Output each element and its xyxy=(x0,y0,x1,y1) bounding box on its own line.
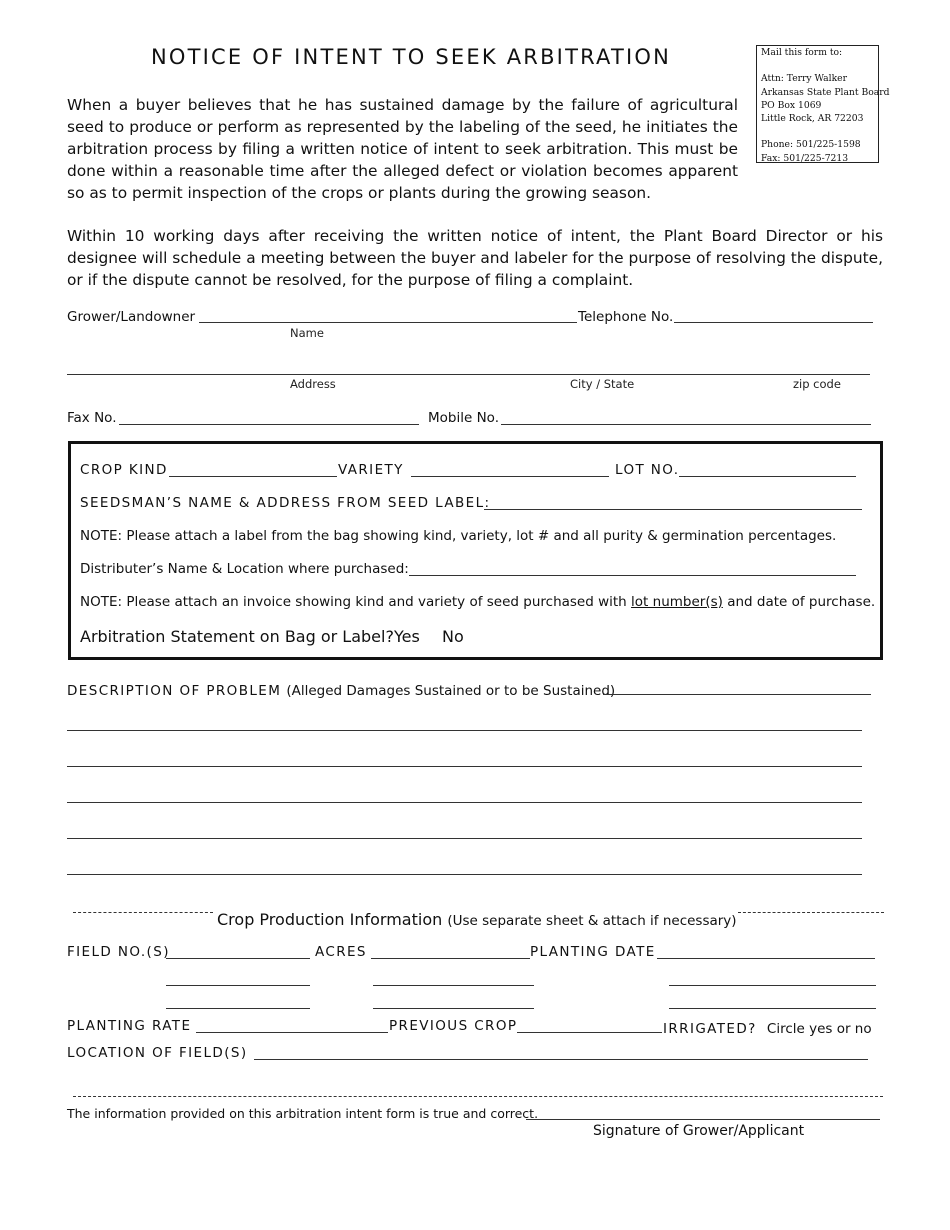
problem-field-line-4[interactable] xyxy=(67,802,862,803)
mail-fax: Fax: 501/225-7213 xyxy=(761,152,849,164)
planting-date-field-2[interactable] xyxy=(669,985,876,986)
grower-label: Grower/Landowner xyxy=(67,309,196,325)
statement-yes-option[interactable]: Yes xyxy=(394,627,420,646)
production-title: Crop Production Information xyxy=(217,910,443,929)
problem-field-line-6[interactable] xyxy=(67,874,862,875)
mobile-label: Mobile No. xyxy=(428,410,499,426)
acres-field-2[interactable] xyxy=(373,985,534,986)
location-label: LOCATION OF FIELD(S) xyxy=(67,1045,248,1061)
acres-field[interactable] xyxy=(371,958,530,959)
planting-date-field[interactable] xyxy=(657,958,875,959)
field-no-field-3[interactable] xyxy=(166,1008,310,1009)
fax-label: Fax No. xyxy=(67,410,117,426)
problem-field-line-1[interactable] xyxy=(603,694,871,695)
mailing-address-box xyxy=(756,45,890,164)
problem-field-line-5[interactable] xyxy=(67,838,862,839)
field-no-label: FIELD NO.(S) xyxy=(67,944,170,960)
crop-kind-label: CROP KIND xyxy=(80,462,168,478)
dashed-separator-left xyxy=(73,912,213,913)
note-attach-label: NOTE: Please attach a label from the bag showing kind, variety, lot # and all purity & germination percentages. xyxy=(80,528,837,544)
fax-field[interactable] xyxy=(119,424,419,425)
address-field[interactable] xyxy=(67,374,870,375)
zip-caption: zip code xyxy=(793,377,841,391)
seedsman-label: SEEDSMAN’S NAME & ADDRESS FROM SEED LABEL: xyxy=(80,495,491,511)
planting-date-label: PLANTING DATE xyxy=(530,944,656,960)
previous-crop-label: PREVIOUS CROP xyxy=(389,1018,518,1034)
grower-name-field[interactable] xyxy=(199,322,577,323)
city-state-caption: City / State xyxy=(570,377,635,391)
arbitration-statement-question: Arbitration Statement on Bag or Label? xyxy=(80,627,394,646)
field-no-field[interactable] xyxy=(166,958,310,959)
problem-field-line-3[interactable] xyxy=(67,766,862,767)
location-field[interactable] xyxy=(254,1059,868,1060)
lot-numbers-underlined: lot number(s) xyxy=(631,594,723,610)
intro-paragraph-1: When a buyer believes that he has sustained damage by the failure of agricultural seed to produce or perform as represented by the labeling of the seed, he initiates the arbitration process by filing a written notice of intent to seek arbitration. This must be done within a reasonable time after the alleged defect or violation becomes apparent so as to permit inspection of the crops or plants during the growing season. xyxy=(67,96,738,202)
production-heading xyxy=(217,910,737,929)
intro-paragraph-2: Within 10 working days after receiving the written notice of intent, the Plant Board Director or his designee will schedule a meeting between the buyer and labeler for the purpose of resolving the dispute, or if the dispute cannot be resolved, for the purpose of filing a complaint. xyxy=(67,227,883,289)
address-caption: Address xyxy=(290,377,336,391)
irrigated-question xyxy=(663,1018,872,1037)
mail-org: Arkansas State Plant Board xyxy=(761,86,890,98)
mail-header: Mail this form to: xyxy=(761,47,843,58)
page-title: NOTICE OF INTENT TO SEEK ARBITRATION xyxy=(151,45,672,69)
previous-crop-field[interactable] xyxy=(517,1032,662,1033)
certification-statement: The information provided on this arbitration intent form is true and correct. xyxy=(67,1106,539,1121)
field-no-field-2[interactable] xyxy=(166,985,310,986)
mail-phone: Phone: 501/225-1598 xyxy=(761,139,861,151)
crop-kind-field[interactable] xyxy=(169,476,337,477)
planting-date-field-3[interactable] xyxy=(669,1008,876,1009)
planting-rate-field[interactable] xyxy=(196,1032,388,1033)
acres-label: ACRES xyxy=(315,944,367,960)
acres-field-3[interactable] xyxy=(373,1008,534,1009)
mail-city: Little Rock, AR 72203 xyxy=(761,113,864,125)
distributer-label: Distributer’s Name & Location where purchased: xyxy=(80,561,409,577)
lot-label: LOT NO. xyxy=(615,462,680,478)
signature-caption: Signature of Grower/Applicant xyxy=(593,1123,805,1139)
telephone-field[interactable] xyxy=(674,322,873,323)
irrigated-label: IRRIGATED? xyxy=(663,1021,757,1037)
seedsman-field[interactable] xyxy=(484,509,862,510)
problem-description-label xyxy=(67,680,615,699)
mobile-field[interactable] xyxy=(501,424,871,425)
variety-label: VARIETY xyxy=(338,462,404,478)
signature-field[interactable] xyxy=(526,1119,880,1120)
note2-text: NOTE: Please attach an invoice showing kind and variety of seed purchased with xyxy=(80,594,632,610)
problem-field-line-2[interactable] xyxy=(67,730,862,731)
dashed-separator-right xyxy=(738,912,884,913)
distributer-field[interactable] xyxy=(409,575,856,576)
problem-sub-label: (Alleged Damages Sustained or to be Sustained) xyxy=(286,683,616,699)
mail-attn: Attn: Terry Walker xyxy=(761,73,847,85)
variety-field[interactable] xyxy=(411,476,609,477)
dashed-separator-bottom xyxy=(73,1096,883,1097)
name-caption: Name xyxy=(290,326,324,340)
problem-label: DESCRIPTION OF PROBLEM xyxy=(67,683,282,699)
statement-no-option[interactable]: No xyxy=(442,627,464,646)
note-attach-invoice xyxy=(80,594,875,610)
production-note: (Use separate sheet & attach if necessary) xyxy=(447,913,737,929)
lot-field[interactable] xyxy=(679,476,856,477)
telephone-label: Telephone No. xyxy=(578,309,674,325)
mail-po-box: PO Box 1069 xyxy=(761,99,822,111)
note2-text-end: and date of purchase. xyxy=(722,594,876,610)
irrigated-note: Circle yes or no xyxy=(766,1021,872,1037)
planting-rate-label: PLANTING RATE xyxy=(67,1018,192,1034)
